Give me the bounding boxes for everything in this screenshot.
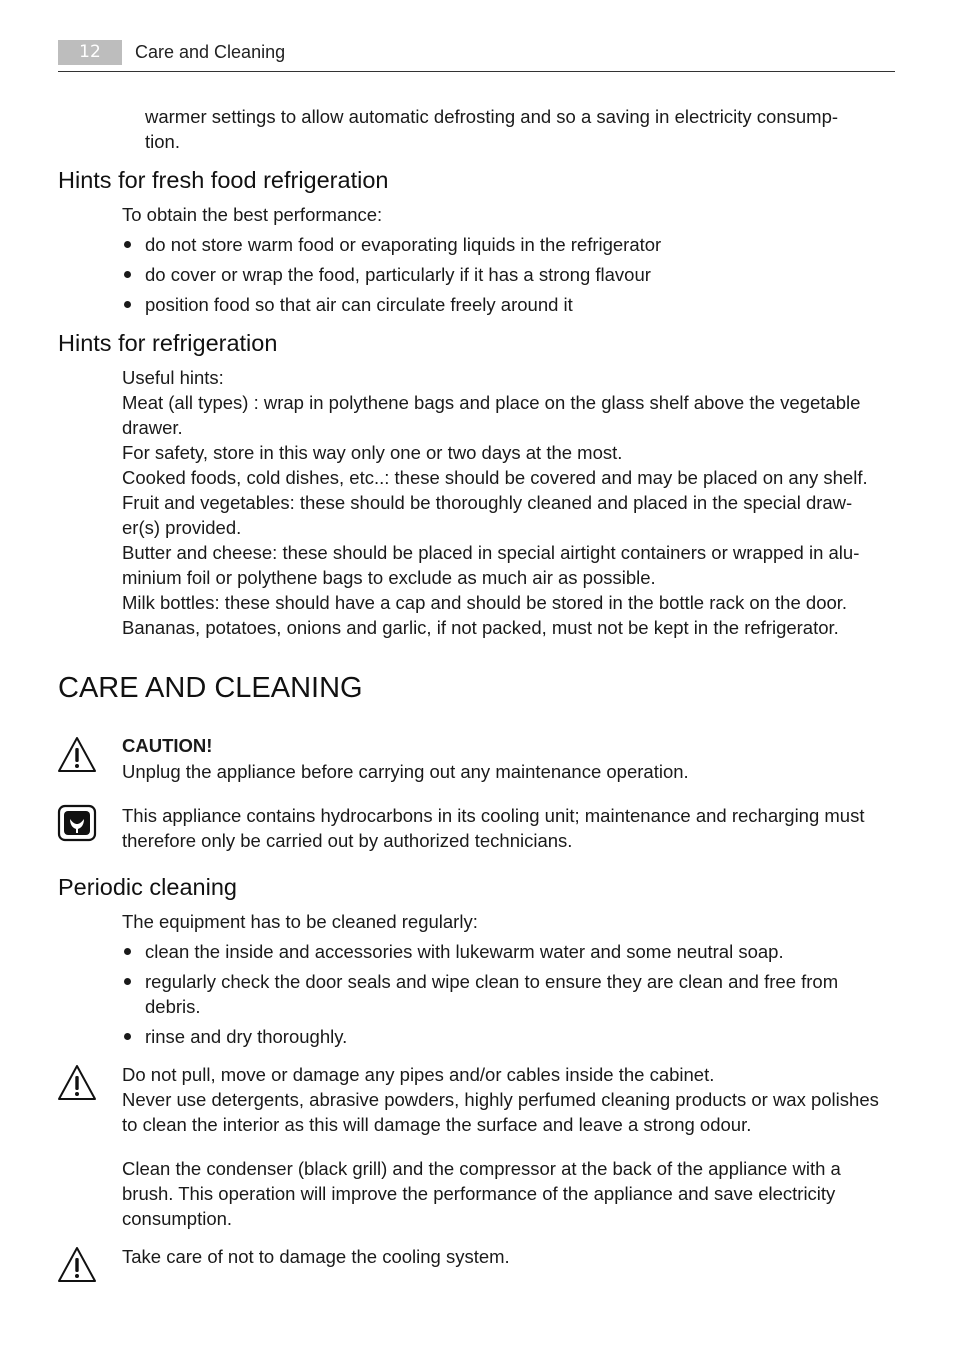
caution-title: CAUTION! [122,735,213,756]
hint-line: drawer. [122,417,183,438]
heading-refrigeration: Hints for refrigeration [58,330,278,356]
hint-line: Bananas, potatoes, onions and garlic, if not packed, must not be kept in the refrigerator. [122,617,839,638]
list-item: position food so that air can circulate freely around it [122,292,882,317]
caution-text: Unplug the appliance before carrying out any maintenance operation. [122,761,689,782]
hint-line: Useful hints: [122,367,224,388]
list-item: do cover or wrap the food, particularly if it has a strong flavour [122,262,882,287]
warning-triangle-icon [57,1245,97,1285]
hint-line: Meat (all types) : wrap in polythene bags and place on the glass shelf above the vegetable [122,392,861,413]
hint-line: er(s) provided. [122,517,242,538]
cooling-system-warning: Take care of not to damage the cooling system. [122,1246,510,1267]
warning-line: Never use detergents, abrasive powders, highly perfumed cleaning products or wax polishes [122,1089,879,1110]
page-header [58,40,895,72]
list-item: clean the inside and accessories with lukewarm water and some neutral soap. [122,939,882,964]
periodic-list [122,939,882,1054]
hint-line: Fruit and vegetables: these should be thoroughly cleaned and placed in the special draw- [122,492,853,513]
warning-line: Do not pull, move or damage any pipes and/or cables inside the cabinet. [122,1064,715,1085]
heading-fresh-food: Hints for fresh food refrigeration [58,167,389,193]
heading-care-and-cleaning: CARE AND CLEANING [58,672,363,704]
warning-triangle-icon [57,735,97,775]
page-number: 12 [58,40,122,65]
bullet-icon [124,1033,131,1040]
hint-line: Cooked foods, cold dishes, etc..: these should be covered and may be placed on any shelf. [122,467,868,488]
periodic-lead: The equipment has to be cleaned regularly: [122,911,478,932]
list-item: rinse and dry thoroughly. [122,1024,882,1049]
fresh-food-lead: To obtain the best performance: [122,204,383,225]
environment-info-icon [57,804,97,844]
hint-line: minium foil or polythene bags to exclude as much air as possible. [122,567,656,588]
list-item: regularly check the door seals and wipe clean to ensure they are clean and free from [122,969,882,994]
bullet-icon [124,978,131,985]
condenser-line: Clean the condenser (black grill) and the compressor at the back of the appliance with a [122,1158,841,1179]
condenser-paragraph [122,1156,892,1231]
heading-periodic-cleaning: Periodic cleaning [58,874,237,900]
hydrocarbons-line-2: therefore only be carried out by authorized technicians. [122,830,573,851]
intro-line-1: warmer settings to allow automatic defrosting and so a saving in electricity consump- [145,106,839,127]
refrigeration-hints [122,365,892,640]
header-title: Care and Cleaning [135,42,286,62]
hint-line: For safety, store in this way only one or two days at the most. [122,442,623,463]
condenser-line: consumption. [122,1208,233,1229]
bullet-icon [124,301,131,308]
hydrocarbons-line-1: This appliance contains hydrocarbons in its cooling unit; maintenance and recharging must [122,805,865,826]
bullet-icon [124,271,131,278]
list-item: do not store warm food or evaporating liquids in the refrigerator [122,232,882,257]
bullet-icon [124,948,131,955]
condenser-line: brush. This operation will improve the performance of the appliance and save electricity [122,1183,836,1204]
fresh-food-list [122,232,882,322]
warning-triangle-icon [57,1063,97,1103]
list-item-continuation: debris. [145,996,201,1017]
warning-line: to clean the interior as this will damage the surface and leave a strong odour. [122,1114,752,1135]
hint-line: Butter and cheese: these should be placed in special airtight containers or wrapped in alu- [122,542,860,563]
hint-line: Milk bottles: these should have a cap and should be stored in the bottle rack on the door. [122,592,848,613]
intro-line-2: tion. [145,131,180,152]
pipes-warning [122,1062,897,1137]
bullet-icon [124,241,131,248]
